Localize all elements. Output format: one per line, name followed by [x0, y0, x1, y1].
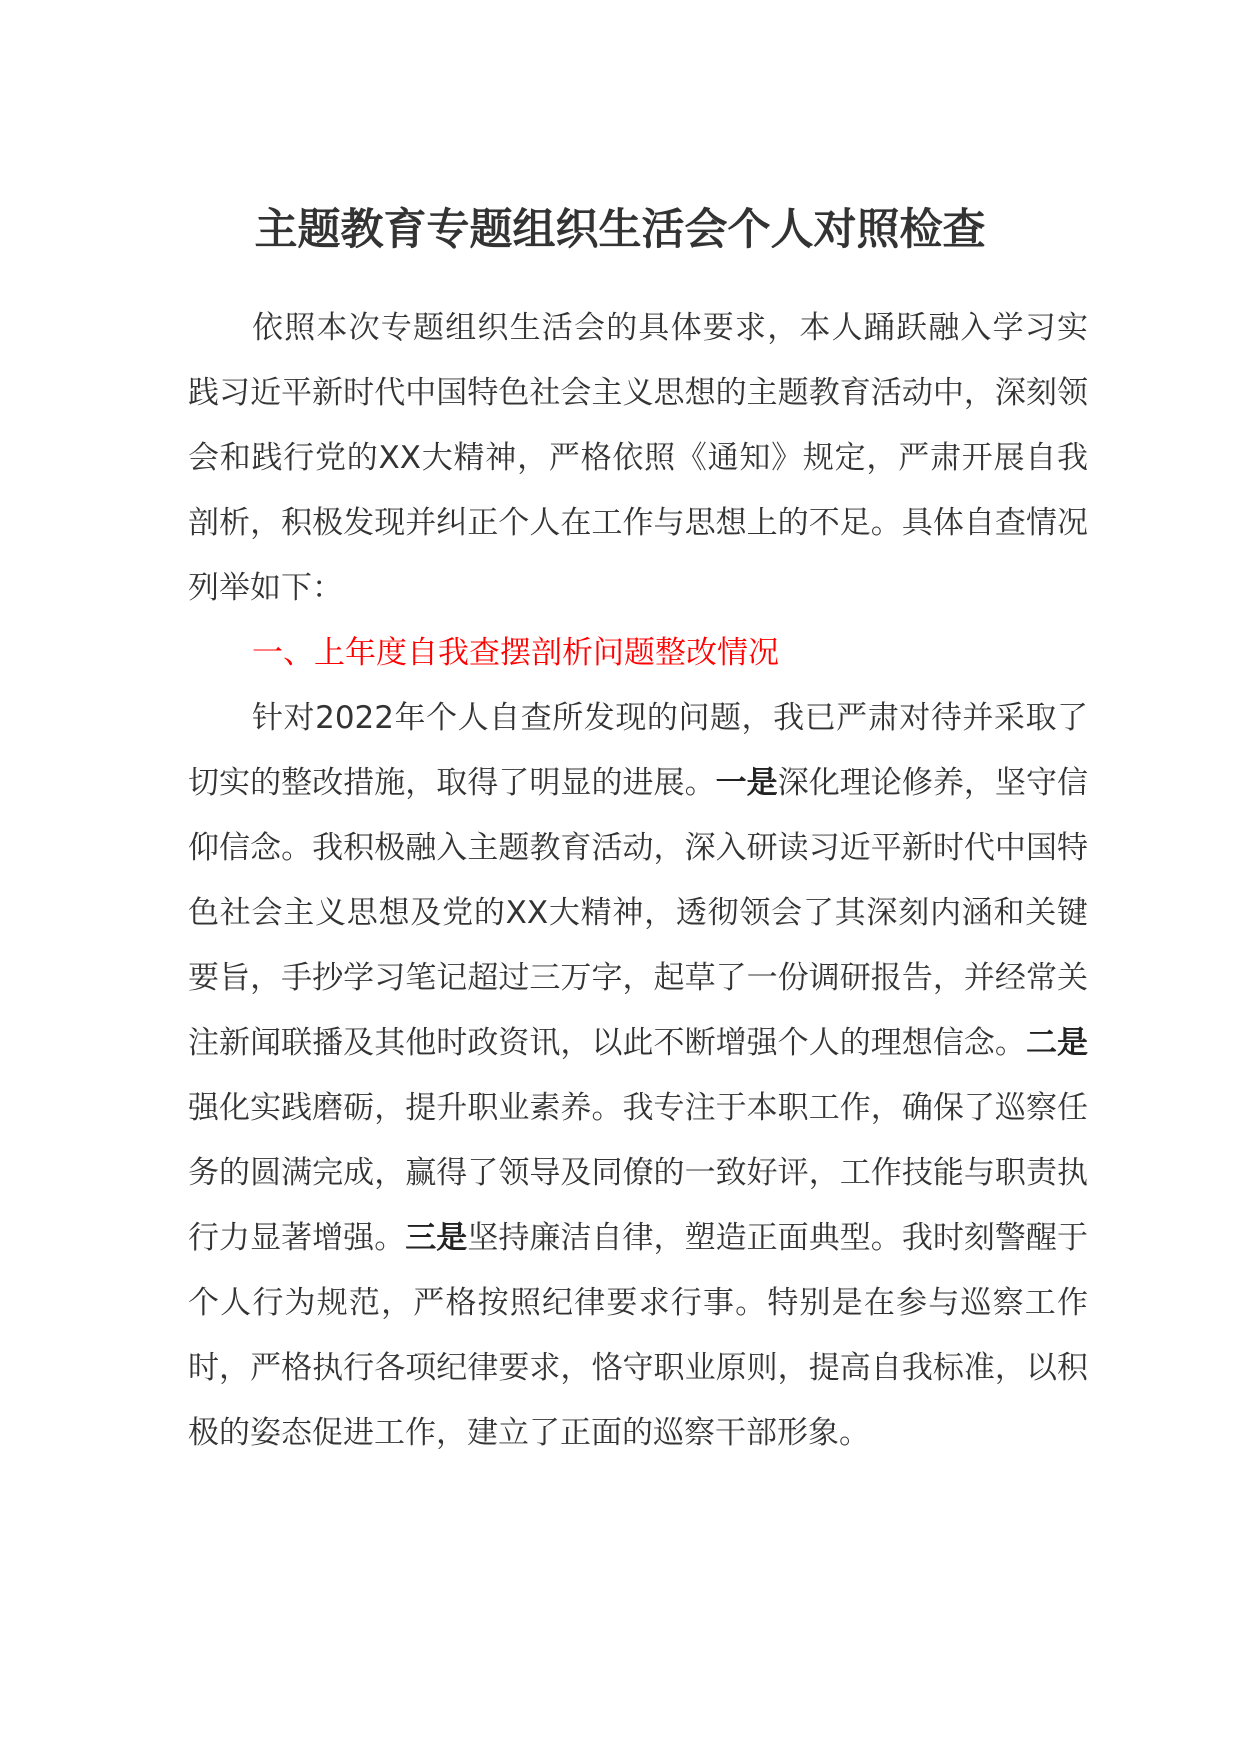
document-body — [188, 296, 1088, 1466]
point-1-text: 深化理论修养，坚守信仰信念。我积极融入主题教育活动，深入研读习近平新时代中国特色社会主义思想及党的XX大精神，透彻领会了其深刻内涵和关键要旨，手抄学习笔记超过三万字，起草了一份调研报告，并经常关注新闻联播及其他时政资讯，以此不断增强个人的理想信念。 — [188, 765, 1089, 1061]
point-3-label: 三是 — [405, 1220, 468, 1256]
point-1-label: 一是 — [715, 765, 778, 801]
document-title: 主题教育专题组织生活会个人对照检查 — [254, 205, 986, 255]
section-1-lead: 针对2022年个人自查所发现的问题，我已严肃对待并采取了切实的整改措施，取得了明显的进展。 — [188, 700, 1088, 801]
point-3-text: 坚持廉洁自律，塑造正面典型。我时刻警醒于个人行为规范，严格按照纪律要求行事。特别是在参与巡察工作时，严格执行各项纪律要求，恪守职业原则，提高自我标准，以积极的姿态促进工作，建立了正面的巡察干部形象。 — [188, 1220, 1089, 1451]
section-1-paragraph — [188, 686, 1088, 1466]
point-2-text: 强化实践磨砺，提升职业素养。我专注于本职工作，确保了巡察任务的圆满完成，赢得了领导及同僚的一致好评，工作技能与职责执行力显著增强。 — [188, 1090, 1088, 1256]
section-heading-1: 一、上年度自我查摆剖析问题整改情况 — [252, 635, 779, 671]
point-2-label: 二是 — [1025, 1025, 1089, 1061]
intro-paragraph: 依照本次专题组织生活会的具体要求，本人踊跃融入学习实践习近平新时代中国特色社会主义思想的主题教育活动中，深刻领会和践行党的XX大精神，严格依照《通知》规定，严肃开展自我剖析，积极发现并纠正个人在工作与思想上的不足。具体自查情况列举如下： — [188, 310, 1088, 606]
